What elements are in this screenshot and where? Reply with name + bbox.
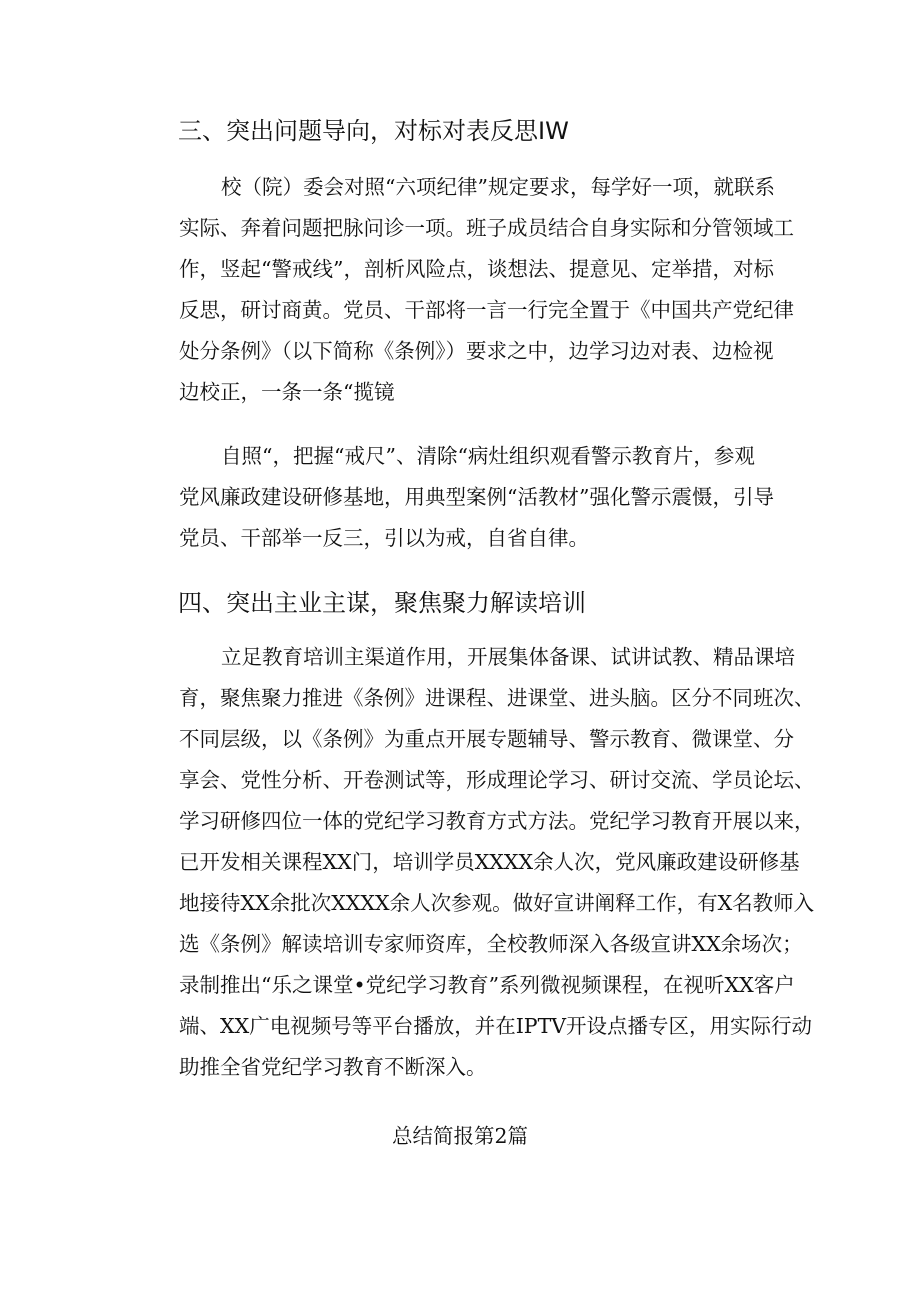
section-3-heading: 三、突出问题导向，对标对表反思IW (178, 117, 569, 145)
text-line: 不同层级，以《条例》为重点开展专题辅导、警示教育、微课堂、分 (179, 727, 794, 751)
text-line: 育，聚焦聚力推进《条例》进课程、进课堂、进头脑。区分不同班次、 (179, 686, 815, 710)
text-line: 党风廉政建设研修基地，用典型案例“活教材”强化警示震慑，引导 (179, 485, 774, 509)
text-line: 实际、奔着问题把脉问诊一项。班子成员结合自身实际和分管领域工 (179, 216, 794, 240)
text-line: 已开发相关课程XX门，培训学员XXXX余人次，党风廉政建设研修基 (179, 850, 800, 874)
text-line: 校（院）委会对照“六项纪律”规定要求，每学好一项，就联系 (221, 175, 775, 199)
text-line: 党员、干部举一反三，引以为戒，自省自律。 (179, 526, 589, 550)
section-4-heading: 四、突出主业主谋，聚焦聚力解读培训 (178, 589, 586, 617)
section-3-paragraph-1 (138, 167, 798, 413)
text-line: 助推全省党纪学习教育不断深入。 (179, 1055, 487, 1079)
text-line: 自照“，把握“戒尺”、清除“病灶组织观看警示教育片，参观 (221, 444, 755, 468)
text-line: 边校正，一条一条“揽镜 (179, 380, 395, 404)
text-line: 处分条例》（以下简称《条例》）要求之中，边学习边对表、边检视 (179, 339, 774, 363)
text-line: 反思，研讨商黄。党员、干部将一言一行完全置于《中国共产党纪律 (179, 298, 794, 322)
text-line: 地接待XX余批次XXXX余人次参观。做好宣讲阐释工作，有X名教师入 (179, 891, 815, 915)
text-line: 选《条例》解读培训专家师资库，全校教师深入各级宣讲XX余场次； (179, 932, 803, 956)
section-3-paragraph-2 (138, 436, 798, 559)
text-line: 作，竖起“警戒线”，剖析风险点，谈想法、提意见、定举措，对标 (179, 257, 774, 281)
section-4-paragraph (138, 637, 815, 1088)
text-line: 享会、党性分析、开卷测试等，形成理论学习、研讨交流、学员论坛、 (179, 768, 815, 792)
text-line: 录制推出“乐之课堂•党纪学习教育”系列微视频课程，在视听XX客户 (179, 973, 795, 997)
text-line: 端、XX广电视频号等平台播放，并在IPTV开设点播专区，用实际行动 (179, 1014, 813, 1038)
text-line: 立足教育培训主渠道作用，开展集体备课、试讲试教、精品课培 (221, 645, 795, 669)
text-line: 学习研修四位一体的党纪学习教育方式方法。党纪学习教育开展以来， (179, 809, 815, 833)
next-article-title: 总结简报第2篇 (391, 1124, 529, 1148)
